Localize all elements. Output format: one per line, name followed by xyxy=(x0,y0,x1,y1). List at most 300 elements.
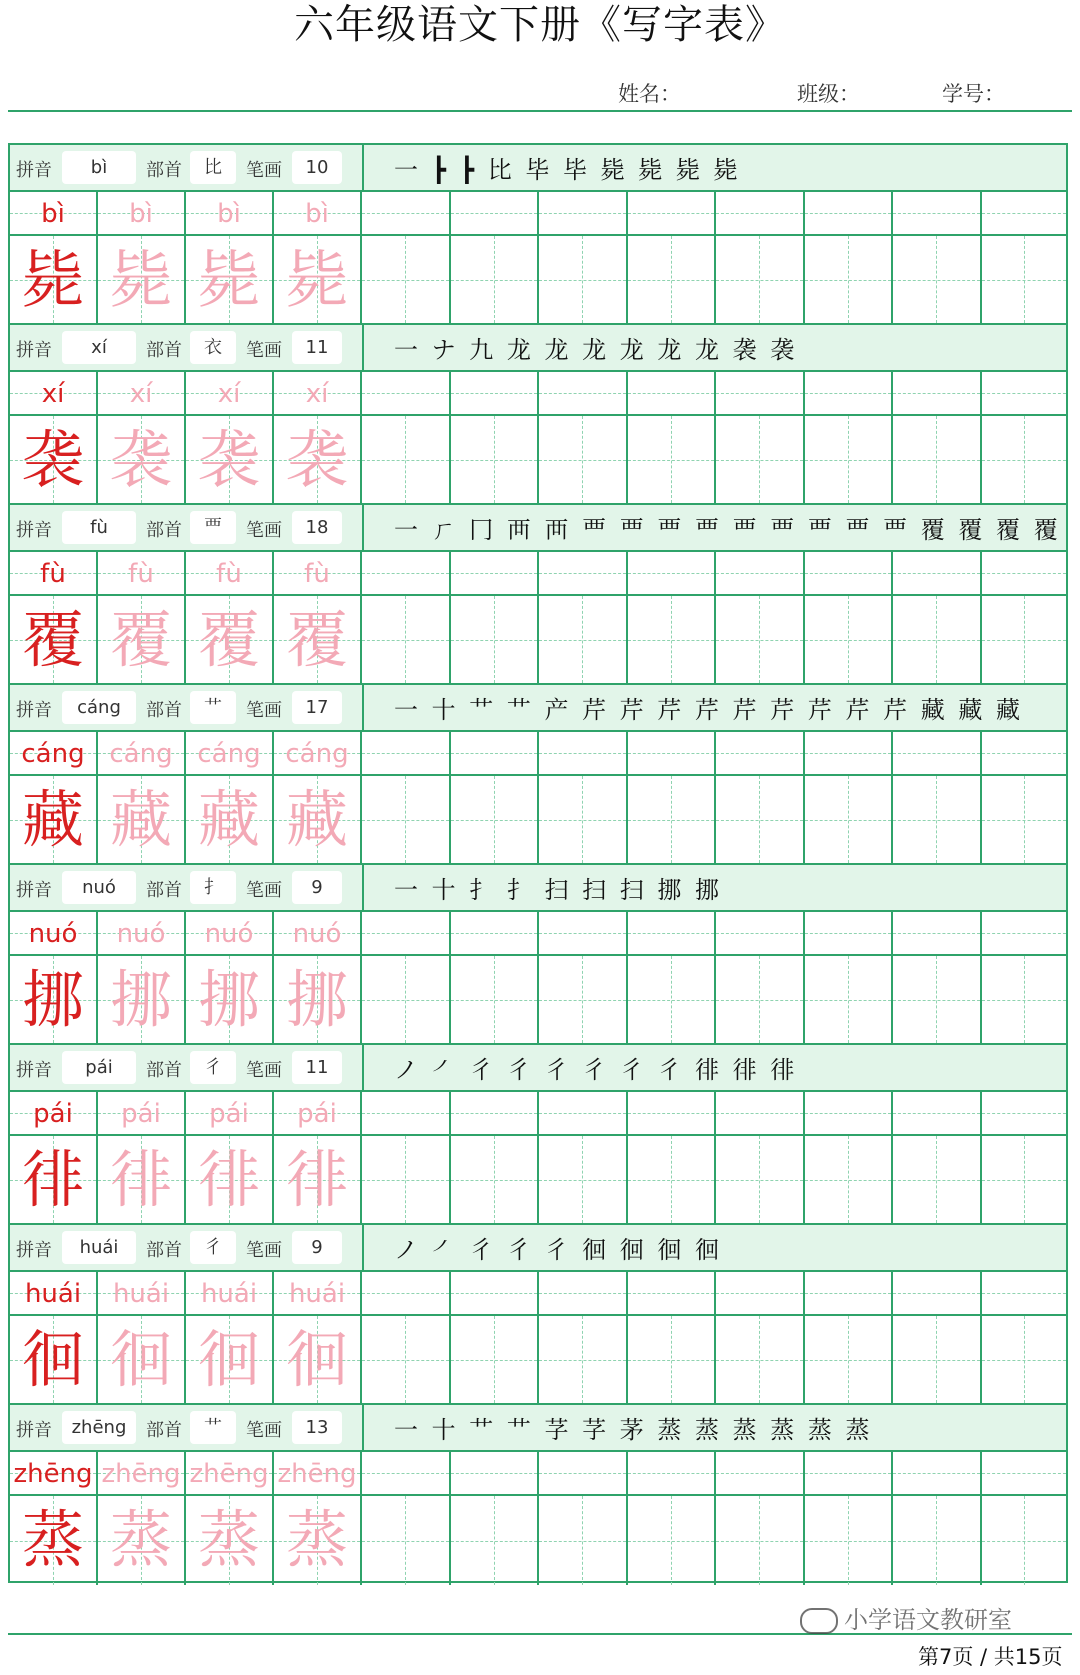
character-practice-cell[interactable] xyxy=(893,776,982,863)
pinyin-value: fù xyxy=(62,511,136,544)
character-practice-cell[interactable] xyxy=(982,596,1067,683)
radical-label: 部首 xyxy=(146,880,182,901)
pinyin-text: xí xyxy=(41,379,65,409)
character-text: 藏 xyxy=(285,783,348,856)
pinyin-practice-cell[interactable] xyxy=(982,192,1067,234)
header-divider xyxy=(8,110,1072,112)
guide-horizontal xyxy=(451,1000,538,1001)
character-practice-cell[interactable] xyxy=(716,416,805,503)
pinyin-practice-cell[interactable] xyxy=(805,1272,894,1314)
pinyin-practice-cell[interactable] xyxy=(893,1452,982,1494)
guide-horizontal xyxy=(982,1000,1067,1001)
character-practice-cell[interactable] xyxy=(716,236,805,323)
guide-line xyxy=(982,1293,1067,1294)
pinyin-practice-cell[interactable] xyxy=(362,552,451,594)
character-practice-cell[interactable] xyxy=(982,1496,1067,1585)
character-practice-cell[interactable] xyxy=(893,416,982,503)
pinyin-row xyxy=(10,912,1066,956)
stroke-order: 一 ┣ ┣ 比 毕 毕 毙 毙 毙 毙 xyxy=(394,156,741,184)
character-info-row xyxy=(10,1045,1066,1092)
guide-horizontal xyxy=(982,1541,1067,1542)
guide-horizontal xyxy=(362,1000,449,1001)
character-text: 覆 xyxy=(21,603,84,676)
pinyin-practice-cell[interactable] xyxy=(893,192,982,234)
guide-line xyxy=(893,1293,980,1294)
model-pinyin xyxy=(10,1092,98,1134)
guide-line xyxy=(716,1473,803,1474)
character-practice-cell[interactable] xyxy=(893,236,982,323)
pinyin-practice-cell[interactable] xyxy=(539,1272,628,1314)
pinyin-text: bì xyxy=(305,199,329,229)
pinyin-practice-cell[interactable] xyxy=(362,912,451,954)
character-practice-cell[interactable] xyxy=(362,596,451,683)
character-practice-cell[interactable] xyxy=(451,1496,540,1585)
pinyin-practice-cell[interactable] xyxy=(628,1272,717,1314)
pinyin-practice-cell[interactable] xyxy=(539,1092,628,1134)
guide-line xyxy=(716,753,803,754)
stroke-order: 一 十 艹 艹 产 芹 芹 芹 芹 芹 芹 芹 芹 芹 藏 藏 藏 xyxy=(394,696,1024,724)
character-practice-cell[interactable] xyxy=(539,1496,628,1585)
pinyin-practice-cell[interactable] xyxy=(982,372,1067,414)
pinyin-practice-cell[interactable] xyxy=(805,552,894,594)
guide-horizontal xyxy=(628,640,715,641)
pinyin-practice-cell[interactable] xyxy=(628,912,717,954)
guide-horizontal xyxy=(982,460,1067,461)
pinyin-practice-cell[interactable] xyxy=(982,1272,1067,1314)
trace-pinyin xyxy=(186,1452,274,1494)
character-practice-cell[interactable] xyxy=(628,596,717,683)
character-practice-cell[interactable] xyxy=(362,956,451,1043)
character-text: 挪 xyxy=(109,963,172,1036)
pinyin-practice-cell[interactable] xyxy=(628,1452,717,1494)
model-pinyin xyxy=(10,192,98,234)
pinyin-practice-cell[interactable] xyxy=(628,1092,717,1134)
character-text: 挪 xyxy=(21,963,84,1036)
character-text: 徊 xyxy=(197,1323,260,1396)
guide-line xyxy=(982,213,1067,214)
pinyin-row xyxy=(10,552,1066,596)
pinyin-practice-cell[interactable] xyxy=(451,1452,540,1494)
character-practice-cell[interactable] xyxy=(362,1316,451,1403)
character-text: 袭 xyxy=(21,423,84,496)
pinyin-row xyxy=(10,1452,1066,1496)
character-practice-cell[interactable] xyxy=(539,1136,628,1223)
guide-horizontal xyxy=(628,460,715,461)
character-text: 袭 xyxy=(197,423,260,496)
pinyin-text: fù xyxy=(40,559,66,589)
guide-line xyxy=(451,1113,538,1114)
guide-line xyxy=(451,933,538,934)
character-practice-cell[interactable] xyxy=(628,416,717,503)
guide-horizontal xyxy=(982,820,1067,821)
pinyin-practice-cell[interactable] xyxy=(805,192,894,234)
trace-character xyxy=(186,596,274,683)
strokes-label: 笔画 xyxy=(246,1420,282,1441)
guide-horizontal xyxy=(805,640,892,641)
radical-value: 艹 xyxy=(190,1411,236,1444)
pinyin-label: 拼音 xyxy=(16,1420,52,1441)
pinyin-practice-cell[interactable] xyxy=(539,552,628,594)
character-practice-cell[interactable] xyxy=(716,1136,805,1223)
character-practice-cell[interactable] xyxy=(539,776,628,863)
character-text: 蒸 xyxy=(197,1503,260,1576)
pinyin-text: fù xyxy=(128,559,154,589)
stroke-order: 一 十 扌 扌 扫 扫 扫 挪 挪 xyxy=(394,876,723,904)
header-separator xyxy=(362,1225,364,1272)
guide-horizontal xyxy=(893,820,980,821)
character-practice-cell[interactable] xyxy=(451,956,540,1043)
pinyin-practice-cell[interactable] xyxy=(716,372,805,414)
guide-horizontal xyxy=(893,460,980,461)
pinyin-practice-cell[interactable] xyxy=(893,372,982,414)
character-practice-cell[interactable] xyxy=(628,956,717,1043)
character-practice-cell[interactable] xyxy=(893,596,982,683)
character-practice-cell[interactable] xyxy=(362,416,451,503)
character-text: 藏 xyxy=(197,783,260,856)
trace-character xyxy=(98,1316,186,1403)
character-practice-cell[interactable] xyxy=(716,1496,805,1585)
pinyin-practice-cell[interactable] xyxy=(451,372,540,414)
character-text: 覆 xyxy=(109,603,172,676)
character-practice-cell[interactable] xyxy=(362,1136,451,1223)
model-character xyxy=(10,416,98,503)
pinyin-practice-cell[interactable] xyxy=(362,372,451,414)
guide-line xyxy=(893,393,980,394)
trace-pinyin xyxy=(186,372,274,414)
strokes-value: 13 xyxy=(292,1411,342,1444)
pinyin-value: bì xyxy=(62,151,136,184)
pinyin-text: xí xyxy=(305,379,329,409)
pinyin-practice-cell[interactable] xyxy=(451,552,540,594)
guide-horizontal xyxy=(451,460,538,461)
model-character xyxy=(10,776,98,863)
pinyin-practice-cell[interactable] xyxy=(451,732,540,774)
guide-horizontal xyxy=(539,640,626,641)
pinyin-practice-cell[interactable] xyxy=(805,1092,894,1134)
pinyin-text: nuó xyxy=(292,919,342,949)
pinyin-practice-cell[interactable] xyxy=(539,192,628,234)
radical-label: 部首 xyxy=(146,1420,182,1441)
pinyin-practice-cell[interactable] xyxy=(893,912,982,954)
pinyin-practice-cell[interactable] xyxy=(362,192,451,234)
trace-pinyin xyxy=(98,1092,186,1134)
character-text: 徊 xyxy=(21,1323,84,1396)
pinyin-practice-cell[interactable] xyxy=(362,1452,451,1494)
character-practice-cell[interactable] xyxy=(893,1136,982,1223)
character-practice-cell[interactable] xyxy=(805,776,894,863)
student-id-label: 学号： xyxy=(942,82,1005,106)
strokes-value: 18 xyxy=(292,511,342,544)
guide-line xyxy=(539,1473,626,1474)
guide-horizontal xyxy=(451,1541,538,1542)
character-practice-cell[interactable] xyxy=(539,416,628,503)
guide-line xyxy=(982,573,1067,574)
guide-line xyxy=(628,573,715,574)
pinyin-practice-cell[interactable] xyxy=(982,1452,1067,1494)
character-practice-cell[interactable] xyxy=(716,596,805,683)
class-label: 班级： xyxy=(797,82,860,106)
radical-value: 彳 xyxy=(190,1051,236,1084)
stroke-order: 一 十 艹 艹 芓 芓 茅 蒸 蒸 蒸 蒸 蒸 蒸 xyxy=(394,1416,873,1444)
pinyin-practice-cell[interactable] xyxy=(716,192,805,234)
pinyin-row xyxy=(10,372,1066,416)
guide-line xyxy=(893,933,980,934)
pinyin-practice-cell[interactable] xyxy=(982,912,1067,954)
character-info-row xyxy=(10,865,1066,912)
character-practice-cell[interactable] xyxy=(982,236,1067,323)
trace-pinyin xyxy=(274,552,362,594)
page-title: 六年级语文下册《写字表》 xyxy=(294,2,786,48)
stroke-order: ノ ㇒ 彳 彳 彳 徊 徊 徊 徊 xyxy=(394,1236,723,1264)
character-practice-cell[interactable] xyxy=(805,236,894,323)
character-practice-cell[interactable] xyxy=(716,956,805,1043)
pinyin-practice-cell[interactable] xyxy=(716,552,805,594)
guide-horizontal xyxy=(362,1541,449,1542)
character-text: 徘 xyxy=(285,1143,348,1216)
model-pinyin xyxy=(10,912,98,954)
pinyin-value: huái xyxy=(62,1231,136,1264)
trace-character xyxy=(98,956,186,1043)
radical-value: 扌 xyxy=(190,871,236,904)
pinyin-text: huái xyxy=(24,1279,82,1309)
model-pinyin xyxy=(10,732,98,774)
character-practice-cell[interactable] xyxy=(451,596,540,683)
character-practice-cell[interactable] xyxy=(805,1496,894,1585)
pinyin-practice-cell[interactable] xyxy=(893,1272,982,1314)
character-practice-cell[interactable] xyxy=(805,1316,894,1403)
pinyin-practice-cell[interactable] xyxy=(451,1272,540,1314)
guide-horizontal xyxy=(805,1541,892,1542)
character-practice-cell[interactable] xyxy=(628,1316,717,1403)
trace-pinyin xyxy=(274,1452,362,1494)
pinyin-value: pái xyxy=(62,1051,136,1084)
character-text: 覆 xyxy=(285,603,348,676)
pinyin-label: 拼音 xyxy=(16,340,52,361)
character-practice-cell[interactable] xyxy=(539,596,628,683)
character-practice-cell[interactable] xyxy=(982,1316,1067,1403)
character-row xyxy=(10,956,1066,1045)
guide-horizontal xyxy=(982,640,1067,641)
pinyin-practice-cell[interactable] xyxy=(805,912,894,954)
guide-line xyxy=(893,753,980,754)
radical-label: 部首 xyxy=(146,340,182,361)
pinyin-practice-cell[interactable] xyxy=(362,732,451,774)
pinyin-practice-cell[interactable] xyxy=(716,912,805,954)
guide-horizontal xyxy=(716,640,803,641)
guide-horizontal xyxy=(805,1000,892,1001)
character-practice-cell[interactable] xyxy=(805,416,894,503)
character-info-row xyxy=(10,145,1066,192)
strokes-label: 笔画 xyxy=(246,1240,282,1261)
guide-horizontal xyxy=(805,1360,892,1361)
character-text: 蒸 xyxy=(21,1503,84,1576)
guide-horizontal xyxy=(805,1180,892,1181)
character-practice-cell[interactable] xyxy=(451,1136,540,1223)
character-block xyxy=(10,865,1066,1045)
trace-character xyxy=(274,1496,362,1585)
character-text: 覆 xyxy=(197,603,260,676)
character-practice-cell[interactable] xyxy=(805,1136,894,1223)
radical-value: 衣 xyxy=(190,331,236,364)
pinyin-practice-cell[interactable] xyxy=(893,1092,982,1134)
character-practice-cell[interactable] xyxy=(716,776,805,863)
character-practice-cell[interactable] xyxy=(362,236,451,323)
character-row xyxy=(10,776,1066,865)
character-practice-cell[interactable] xyxy=(628,776,717,863)
pinyin-text: bì xyxy=(129,199,153,229)
guide-horizontal xyxy=(451,1360,538,1361)
pinyin-practice-cell[interactable] xyxy=(451,1092,540,1134)
guide-line xyxy=(451,213,538,214)
character-practice-cell[interactable] xyxy=(805,956,894,1043)
pinyin-practice-cell[interactable] xyxy=(716,732,805,774)
trace-character xyxy=(186,236,274,323)
trace-pinyin xyxy=(186,912,274,954)
character-practice-cell[interactable] xyxy=(893,956,982,1043)
pinyin-text: cáng xyxy=(109,739,173,769)
character-practice-cell[interactable] xyxy=(628,1136,717,1223)
guide-horizontal xyxy=(362,1180,449,1181)
guide-horizontal xyxy=(716,280,803,281)
character-practice-cell[interactable] xyxy=(982,1136,1067,1223)
radical-label: 部首 xyxy=(146,700,182,721)
guide-line xyxy=(539,933,626,934)
guide-horizontal xyxy=(716,1360,803,1361)
guide-horizontal xyxy=(451,280,538,281)
pinyin-practice-cell[interactable] xyxy=(805,1452,894,1494)
character-practice-cell[interactable] xyxy=(893,1316,982,1403)
pinyin-practice-cell[interactable] xyxy=(982,1092,1067,1134)
trace-character xyxy=(274,236,362,323)
character-row xyxy=(10,236,1066,325)
character-practice-cell[interactable] xyxy=(451,416,540,503)
guide-line xyxy=(982,1473,1067,1474)
pinyin-practice-cell[interactable] xyxy=(805,732,894,774)
watermark xyxy=(800,1600,1012,1635)
pinyin-practice-cell[interactable] xyxy=(362,1272,451,1314)
character-practice-cell[interactable] xyxy=(893,1496,982,1585)
pinyin-practice-cell[interactable] xyxy=(628,192,717,234)
strokes-label: 笔画 xyxy=(246,340,282,361)
strokes-label: 笔画 xyxy=(246,160,282,181)
guide-line xyxy=(805,753,892,754)
pinyin-text: bì xyxy=(41,199,65,229)
pinyin-practice-cell[interactable] xyxy=(539,732,628,774)
character-practice-cell[interactable] xyxy=(805,596,894,683)
pinyin-practice-cell[interactable] xyxy=(716,1092,805,1134)
character-practice-cell[interactable] xyxy=(451,236,540,323)
pinyin-practice-cell[interactable] xyxy=(893,732,982,774)
character-practice-cell[interactable] xyxy=(539,956,628,1043)
pinyin-practice-cell[interactable] xyxy=(982,552,1067,594)
guide-line xyxy=(628,753,715,754)
trace-pinyin xyxy=(186,192,274,234)
pinyin-practice-cell[interactable] xyxy=(805,372,894,414)
stroke-order: 一 ナ 九 龙 龙 龙 龙 龙 龙 袭 袭 xyxy=(394,336,798,364)
strokes-label: 笔画 xyxy=(246,520,282,541)
pinyin-practice-cell[interactable] xyxy=(362,1092,451,1134)
guide-horizontal xyxy=(539,1000,626,1001)
guide-line xyxy=(805,933,892,934)
trace-pinyin xyxy=(98,1272,186,1314)
pinyin-text: zhēng xyxy=(101,1459,181,1489)
character-practice-cell[interactable] xyxy=(451,1316,540,1403)
pinyin-text: fù xyxy=(304,559,330,589)
stroke-order: ノ ㇒ 彳 彳 彳 彳 彳 彳 徘 徘 徘 xyxy=(394,1056,798,1084)
model-character xyxy=(10,1136,98,1223)
guide-line xyxy=(362,1473,449,1474)
strokes-value: 9 xyxy=(292,871,342,904)
wechat-icon xyxy=(800,1608,838,1634)
model-character xyxy=(10,1496,98,1585)
guide-line xyxy=(451,1293,538,1294)
pinyin-practice-cell[interactable] xyxy=(893,552,982,594)
pinyin-text: cáng xyxy=(197,739,261,769)
guide-line xyxy=(982,393,1067,394)
pinyin-practice-cell[interactable] xyxy=(628,552,717,594)
character-practice-cell[interactable] xyxy=(982,956,1067,1043)
pinyin-practice-cell[interactable] xyxy=(716,1452,805,1494)
guide-horizontal xyxy=(539,1360,626,1361)
character-practice-cell[interactable] xyxy=(628,236,717,323)
pinyin-text: xí xyxy=(217,379,241,409)
pinyin-practice-cell[interactable] xyxy=(539,372,628,414)
strokes-value: 17 xyxy=(292,691,342,724)
pinyin-text: nuó xyxy=(116,919,166,949)
pinyin-practice-cell[interactable] xyxy=(539,912,628,954)
pinyin-text: pái xyxy=(121,1099,161,1129)
guide-horizontal xyxy=(539,1180,626,1181)
radical-value: 比 xyxy=(190,151,236,184)
character-practice-cell[interactable] xyxy=(982,776,1067,863)
character-practice-cell[interactable] xyxy=(982,416,1067,503)
character-block xyxy=(10,325,1066,505)
pinyin-practice-cell[interactable] xyxy=(628,732,717,774)
character-practice-cell[interactable] xyxy=(539,1316,628,1403)
header-separator xyxy=(362,505,364,552)
model-character xyxy=(10,596,98,683)
character-practice-cell[interactable] xyxy=(628,1496,717,1585)
trace-character xyxy=(186,416,274,503)
pinyin-label: 拼音 xyxy=(16,1060,52,1081)
character-practice-cell[interactable] xyxy=(539,236,628,323)
character-block xyxy=(10,145,1066,325)
character-practice-cell[interactable] xyxy=(716,1316,805,1403)
guide-line xyxy=(451,753,538,754)
guide-line xyxy=(628,393,715,394)
guide-horizontal xyxy=(716,1000,803,1001)
guide-line xyxy=(716,1293,803,1294)
guide-line xyxy=(716,1113,803,1114)
trace-character xyxy=(274,1316,362,1403)
pinyin-practice-cell[interactable] xyxy=(451,192,540,234)
character-practice-cell[interactable] xyxy=(362,776,451,863)
trace-character xyxy=(98,1496,186,1585)
character-practice-cell[interactable] xyxy=(362,1496,451,1585)
guide-horizontal xyxy=(893,280,980,281)
character-practice-cell[interactable] xyxy=(451,776,540,863)
pinyin-practice-cell[interactable] xyxy=(716,1272,805,1314)
pinyin-practice-cell[interactable] xyxy=(451,912,540,954)
pinyin-practice-cell[interactable] xyxy=(628,372,717,414)
trace-pinyin xyxy=(274,1272,362,1314)
pinyin-label: 拼音 xyxy=(16,160,52,181)
pinyin-practice-cell[interactable] xyxy=(982,732,1067,774)
guide-line xyxy=(628,1113,715,1114)
character-text: 蒸 xyxy=(285,1503,348,1576)
pinyin-practice-cell[interactable] xyxy=(539,1452,628,1494)
guide-line xyxy=(451,573,538,574)
